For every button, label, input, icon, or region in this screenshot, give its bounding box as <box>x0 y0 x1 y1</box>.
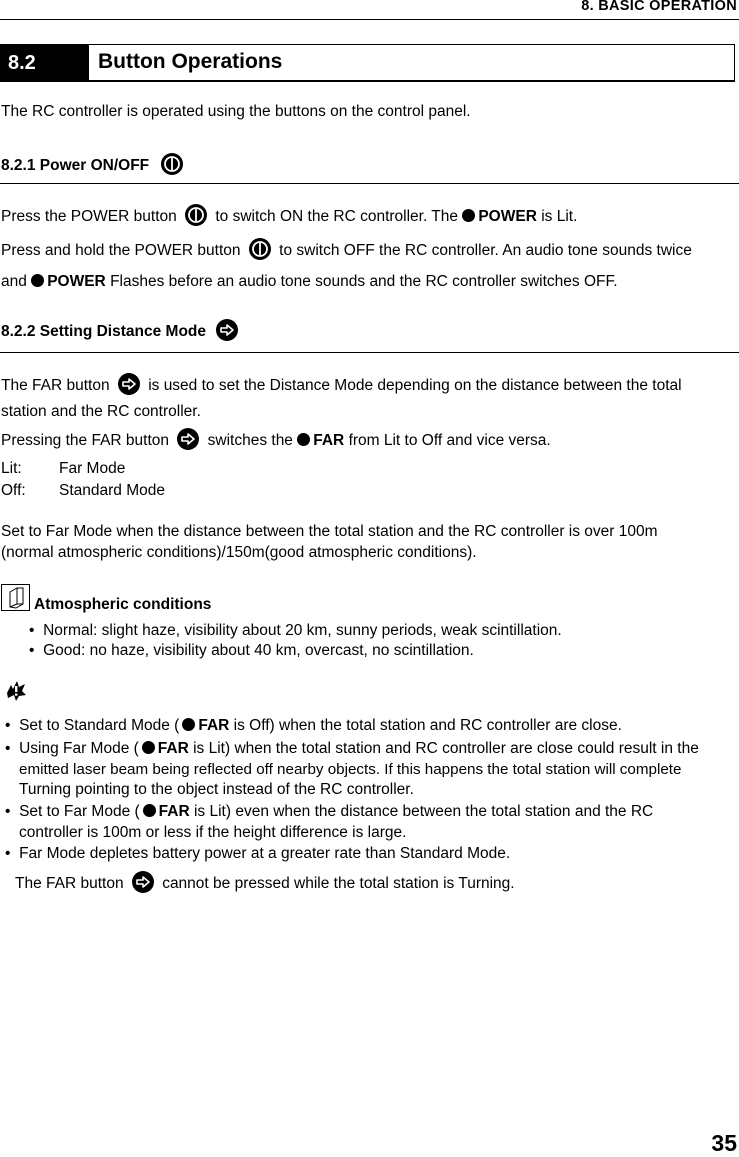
far-led-label: FAR <box>158 803 190 820</box>
note-item-text: Good: no haze, visibility about 40 km, overcast, no scintillation. <box>43 642 474 659</box>
bullet: • <box>5 845 11 862</box>
section-title: Button Operations <box>98 50 283 73</box>
led-dot-icon <box>143 804 156 817</box>
bullet: • <box>29 622 35 639</box>
bullet: • <box>5 803 11 820</box>
text: Far Mode depletes battery power at a greater rate than Standard Mode. <box>19 845 511 862</box>
far-led-label: FAR <box>198 717 230 734</box>
power-line-2 <box>1 242 692 260</box>
mode-row-off <box>1 482 165 500</box>
power-button-icon <box>185 204 207 226</box>
text: is used to set the Distance Mode depending on the distance between the total <box>148 377 682 395</box>
caution-icon <box>4 679 28 708</box>
caution-item-2 <box>5 740 699 758</box>
text: Using Far Mode ( <box>19 740 139 757</box>
text: Flashes before an audio tone sounds and the RC controller switches OFF. <box>110 273 618 290</box>
far-mode-text-1: Set to Far Mode when the distance between the total station and the RC controller is over 100m <box>1 523 658 540</box>
note-title: Atmospheric conditions <box>34 596 212 613</box>
intro-text: The RC controller is operated using the buttons on the control panel. <box>1 103 471 120</box>
text: from Lit to Off and vice versa. <box>348 432 551 450</box>
text: The FAR button <box>15 875 124 893</box>
running-header: 8. BASIC OPERATION <box>581 0 737 14</box>
mode-key: Off: <box>1 482 26 499</box>
caution-item-2-cont: emitted laser beam being reflected off nearby objects. If this happens the total station will complete <box>19 761 682 778</box>
far-led-label: FAR <box>157 740 189 757</box>
text: is Lit) when the total station and RC controller are close could result in the <box>193 740 699 757</box>
text: to switch OFF the RC controller. An audio tone sounds twice <box>279 242 692 260</box>
text: and <box>1 273 27 290</box>
bullet: • <box>5 740 11 757</box>
text: switches the <box>207 432 293 450</box>
text: The FAR button <box>1 377 110 395</box>
section-number: 8.2 <box>1 45 89 81</box>
note-item-text: Normal: slight haze, visibility about 20 km, sunny periods, weak scintillation. <box>43 622 562 639</box>
text: cannot be pressed while the total station is Turning. <box>162 875 515 893</box>
text: to switch ON the RC controller. The <box>215 208 459 226</box>
led-dot-icon <box>182 718 195 731</box>
caution-item-1 <box>5 717 622 735</box>
led-dot-icon <box>462 209 475 222</box>
caution-item-3-cont: controller is 100m or less if the height difference is large. <box>19 824 407 841</box>
subsection-heading-power <box>1 157 187 175</box>
power-line-1 <box>1 208 577 226</box>
far-line-1 <box>1 377 682 395</box>
subsection-rule <box>0 352 739 353</box>
caution-item-3 <box>5 803 653 821</box>
note-item <box>29 642 474 660</box>
power-button-icon <box>161 153 183 175</box>
section-heading-bar <box>0 44 735 82</box>
text: is Lit) even when the distance between the total station and the RC <box>193 803 654 820</box>
power-button-icon <box>249 238 271 260</box>
mode-key: Lit: <box>1 460 22 477</box>
far-led-label: FAR <box>313 432 345 450</box>
far-button-icon <box>177 428 199 450</box>
far-line-2: station and the RC controller. <box>1 403 201 420</box>
note-item <box>29 622 562 640</box>
section-underline <box>88 80 735 82</box>
heading-text: 8.2.1 Power ON/OFF <box>1 157 150 175</box>
power-led-label: POWER <box>47 273 106 290</box>
subsection-rule <box>0 183 739 184</box>
caution-item-2-cont: Turning pointing to the object instead of the RC controller. <box>19 781 414 798</box>
page-number: 35 <box>711 1130 737 1156</box>
text: Press the POWER button <box>1 208 177 226</box>
far-button-icon <box>216 319 238 341</box>
power-line-3 <box>1 273 618 291</box>
text: Press and hold the POWER button <box>1 242 241 260</box>
far-button-icon <box>132 871 154 893</box>
far-line-3 <box>1 432 551 450</box>
mode-value: Far Mode <box>59 460 126 477</box>
text: Pressing the FAR button <box>1 432 170 450</box>
mode-row-lit <box>1 460 125 478</box>
led-dot-icon <box>31 274 44 287</box>
far-button-icon <box>118 373 140 395</box>
far-turning-note <box>15 875 515 893</box>
led-dot-icon <box>297 433 310 446</box>
power-led-label: POWER <box>478 208 537 226</box>
bullet: • <box>5 717 11 734</box>
caution-item-4 <box>5 845 510 863</box>
text: Set to Far Mode ( <box>19 803 140 820</box>
text: is Off) when the total station and RC controller are close. <box>233 717 622 734</box>
header-rule <box>0 19 739 20</box>
heading-text: 8.2.2 Setting Distance Mode <box>1 323 206 341</box>
led-dot-icon <box>142 741 155 754</box>
bullet: • <box>29 642 35 659</box>
text: Set to Standard Mode ( <box>19 717 180 734</box>
note-icon <box>1 584 30 611</box>
far-mode-text-2: (normal atmospheric conditions)/150m(good atmospheric conditions). <box>1 544 477 561</box>
mode-value: Standard Mode <box>59 482 165 499</box>
text: is Lit. <box>541 208 578 226</box>
subsection-heading-distance <box>1 323 242 341</box>
